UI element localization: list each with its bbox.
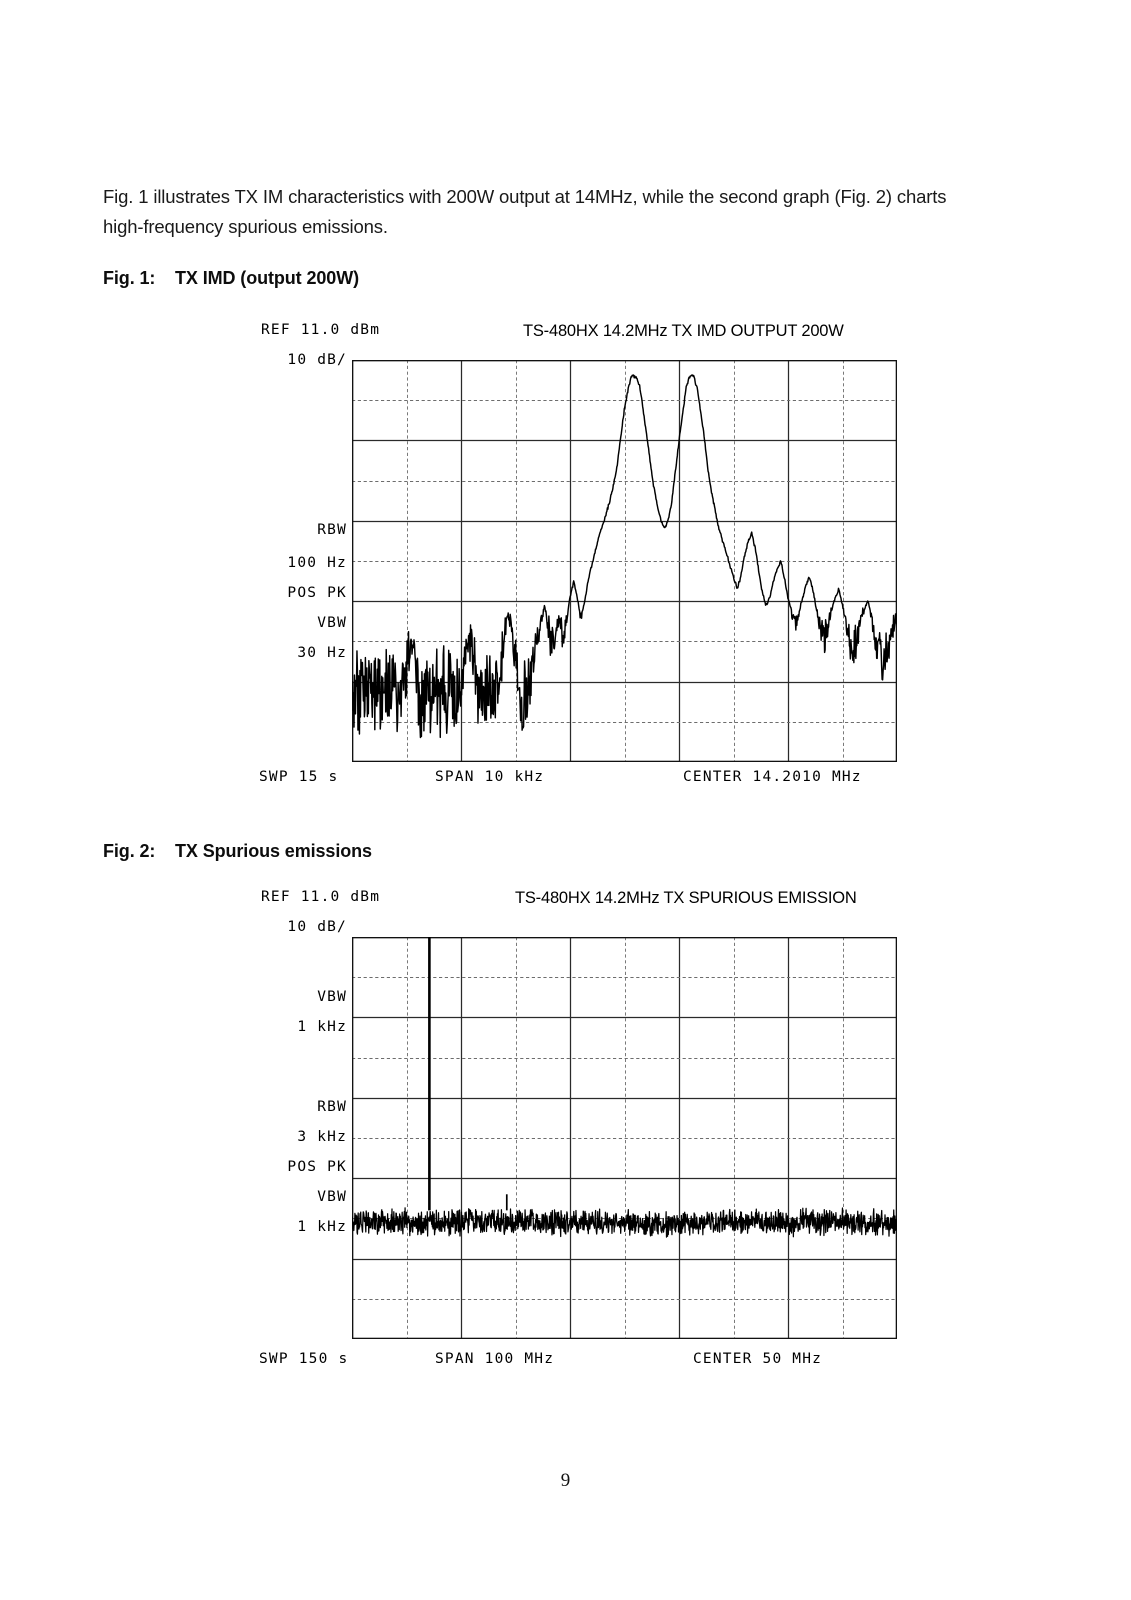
figure-1-span-label: SPAN 10 kHz	[435, 769, 545, 785]
figure-1-caption	[103, 268, 359, 289]
figure-2-side-label-vbw-top: VBW	[317, 989, 347, 1005]
figure-2-caption-number: Fig. 2:	[103, 841, 156, 861]
figure-1-caption-number: Fig. 1:	[103, 268, 156, 288]
figure-2-center-label: CENTER 50 MHz	[693, 1351, 823, 1367]
figure-1-analyzer-screen	[255, 322, 915, 785]
figure-1-side-label-rbw: RBW	[317, 522, 347, 538]
figure-2-side-label-vbw-top-val: 1 kHz	[297, 1019, 347, 1035]
figure-2-screen-title: TS-480HX 14.2MHz TX SPURIOUS EMISSION	[515, 889, 857, 907]
figure-2-side-label-detector: POS PK	[287, 1159, 347, 1175]
figure-2-plot-area	[352, 937, 897, 1339]
figure-2-side-label-rbw-value: 3 kHz	[297, 1129, 347, 1145]
figure-2-span-label: SPAN 100 MHz	[435, 1351, 555, 1367]
page-number: 9	[560, 1470, 571, 1491]
figure-1-side-label-vbw: VBW	[317, 615, 347, 631]
figure-2-side-label-db-per-div: 10 dB/	[287, 919, 347, 935]
figure-1-side-label-detector: POS PK	[287, 585, 347, 601]
figure-2-side-label-vbw: VBW	[317, 1189, 347, 1205]
figure-1-side-label-db-per-div: 10 dB/	[287, 352, 347, 368]
figure-1-ref-label: REF 11.0 dBm	[261, 322, 381, 338]
figure-2-analyzer-screen	[255, 889, 915, 1379]
figure-1-center-label: CENTER 14.2010 MHz	[683, 769, 862, 785]
figure-2-side-label-vbw-value: 1 kHz	[297, 1219, 347, 1235]
figure-1-sweep-label: SWP 15 s	[259, 769, 339, 785]
figure-2-sweep-label: SWP 150 s	[259, 1351, 349, 1367]
figure-2-caption-text: TX Spurious emissions	[175, 841, 372, 861]
intro-paragraph: Fig. 1 illustrates TX IM characteristics with 200W output at 14MHz, while the second graph (Fig. 2) charts high-frequency spurious emissions.	[103, 186, 947, 237]
figure-2-caption	[103, 841, 372, 862]
figure-2-ref-label: REF 11.0 dBm	[261, 889, 381, 905]
figure-2-side-label-rbw: RBW	[317, 1099, 347, 1115]
figure-1-side-label-vbw-value: 30 Hz	[297, 645, 347, 661]
figure-1-plot-area	[352, 360, 897, 762]
figure-1-caption-text: TX IMD (output 200W)	[175, 268, 359, 288]
figure-1-screen-title: TS-480HX 14.2MHz TX IMD OUTPUT 200W	[523, 322, 844, 340]
figure-1-side-label-rbw-value: 100 Hz	[287, 555, 347, 571]
